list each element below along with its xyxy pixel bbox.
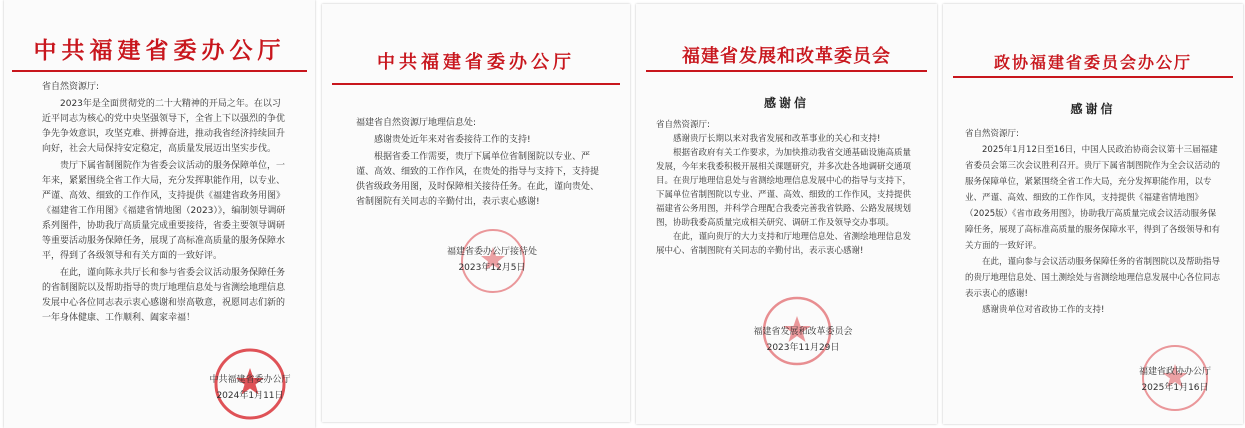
header-rule — [332, 83, 620, 85]
letter-header: 中共福建省委办公厅 — [33, 37, 286, 64]
letter-title: 感谢信 — [1070, 102, 1116, 116]
signature-block — [748, 324, 858, 356]
salutation: 省自然资源厅: — [656, 120, 710, 130]
paragraph: 2025年1月12日至16日，中国人民政治协商会议第十三届福建省委员会第三次会议胜利召开。贵厅下属省制图院作为全会议活动的服务保障单位，紧紧围绕全省工作大局，充分发挥职能作用，以专业、严谨、高效、细致的工作作风，支持提供《福建省情地图》（2025版）《省市政务用图》，协助我厅高质量完成会议活动服务保障任务，展现了高标准高质量的服务保障水平，得到了各级领导和有关方面的一致好评。 — [965, 145, 1221, 251]
paragraph: 感谢贵处近年来对省委接待工作的支持! — [374, 135, 531, 145]
signature: 中共福建省委办公厅 — [209, 375, 291, 385]
letter-body — [656, 118, 916, 258]
letter-body — [42, 80, 288, 326]
signature-block — [1125, 364, 1225, 396]
letter-development-reform-commission-2023 — [636, 4, 937, 424]
date: 2023年11月29日 — [766, 343, 840, 353]
signature: 福建省政协办公厅 — [1138, 367, 1211, 377]
letter-cppcc-office-2025 — [943, 4, 1243, 424]
letter-provincial-committee-office-2024 — [4, 0, 315, 428]
paragraph: 根据省政府有关工作要求，为加快推动我省交通基础设施高质量发展，今年来我委积极开展相关课题研究，并多次赴各地调研交通项目。在贵厅地理信息处与省测绘地理信息发展中心的指导与支持下，下属单位省制图院以专业、严谨、高效、细致的工作作风，支持提供福建省公务用图，并科学合理配合我委完善我省铁路、公路发展规划图，协助我委高质量完成相关研究、调研工作及领导交办事项。 — [656, 148, 912, 228]
letter-header: 福建省发展和改革委员会 — [682, 46, 891, 67]
letter-body — [356, 116, 602, 210]
paragraph: 贵厅下属省制图院作为省委会议活动的服务保障单位，一年来，紧紧围绕全省工作大局，充分发挥职能作用，以专业、严谨、高效、细致的工作作风，支持提供《福建省政务用图》《福建省工作用图》《福建省情地图（2023）》，编制领导调研系列图件，协助我厅高质量完成重要接待，省委主要领导调研等重要活动服务保障任务，展现了高标准高质量的服务保障水平，得到了各级领导和有关方面的一致好评。 — [42, 161, 286, 261]
date: 2024年1月11日 — [216, 391, 284, 401]
date: 2023年12月5日 — [458, 263, 526, 273]
paragraph: 感谢贵单位对省政协工作的支持! — [982, 305, 1105, 315]
letter-reception-office-2023 — [322, 4, 630, 422]
paragraph: 在此，谨向陈永共厅长和参与省委会议活动服务保障任务的省制图院以及帮助指导的贵厅地理信息处与省测绘地理信息发展中心各位同志表示衷心感谢和崇高敬意，祝愿同志们新的一年身体健康、工作顺利、阖家幸福！ — [42, 268, 286, 323]
signature-block — [442, 244, 542, 276]
paragraph: 在此，谨向贵厅的大力支持和厅地理信息处、省测绘地理信息发展中心、省制图院有关同志的辛勤付出，表示衷心感谢! — [656, 232, 912, 256]
header-rule — [646, 70, 927, 72]
date: 2025年1月16日 — [1141, 383, 1209, 393]
signature: 福建省发展和改革委员会 — [753, 327, 853, 337]
letter-header: 政协福建省委员会办公厅 — [993, 53, 1192, 72]
salutation: 省自然资源厅: — [42, 82, 100, 92]
paragraph: 在此，谨向参与会议活动服务保障任务的省制图院以及帮助指导的贵厅地理信息处、国土测绘处与省测绘地理信息发展中心各位同志表示衷心的感谢! — [965, 257, 1221, 299]
letter-header: 中共福建省委办公厅 — [377, 52, 575, 73]
paragraph: 感谢贵厅长期以来对我省发展和改革事业的关心和支持! — [673, 134, 881, 144]
header-rule — [953, 76, 1233, 78]
letter-body — [965, 126, 1223, 318]
letter-title: 感谢信 — [763, 96, 809, 110]
signature-block — [200, 372, 300, 404]
paragraph: 根据省委工作需要，贵厅下属单位省制图院以专业、严谨、高效、细致的工作作风，在贵处的指导与支持下，支持提供省级政务用图，及时保障相关接待任务。在此，谨向贵处、省制图院有关同志的辛勤付出，表示衷心感谢! — [356, 152, 600, 207]
salutation: 省自然资源厅: — [965, 129, 1019, 139]
salutation: 福建省自然资源厅地理信息处: — [356, 118, 477, 128]
header-rule — [12, 70, 307, 72]
signature: 福建省委办公厅接待处 — [446, 247, 537, 257]
paragraph: 2023年是全面贯彻党的二十大精神的开局之年。在以习近平同志为核心的党中央坚强领导下，全省上下以强烈的争优争先争效意识，攻坚克难、拼搏奋进，推动我省经济持续回升向好，社会大局保持安定稳定，高质量发展迈出坚实步伐。 — [42, 99, 286, 154]
